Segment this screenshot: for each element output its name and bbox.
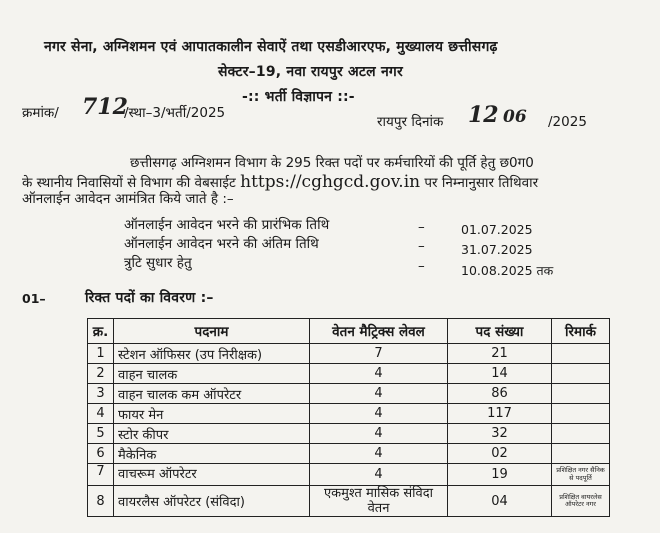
- cell-pay-level: 4: [310, 404, 448, 424]
- col-header-serial: क्र.: [88, 319, 114, 344]
- cell-remark: [552, 444, 610, 464]
- header-line-1: नगर सेना, अग्निशमन एवं आपातकालीन सेवाऐं तथा एसडीआरएफ, मुख्यालय छत्तीसगढ़: [44, 39, 498, 55]
- body-line-1: छत्तीसगढ़ अग्निशमन विभाग के 295 रिक्त पदों पर कर्मचारियों की पूर्ति हेतु छ0ग0: [130, 155, 534, 171]
- cell-serial: 5: [88, 424, 114, 444]
- col-header-post: पदनाम: [114, 319, 310, 344]
- body-line-3: ऑनलाईन आवेदन आमंत्रित किये जाते है :–: [22, 191, 234, 207]
- table-row: [88, 486, 610, 517]
- date-month: 06: [503, 107, 527, 127]
- cell-post-count: 02: [448, 444, 552, 464]
- cell-post-count: 86: [448, 384, 552, 404]
- table-row: [88, 384, 610, 404]
- reference-prefix: क्रमांक/: [22, 105, 59, 121]
- body-line-2-pre: के स्थानीय निवासियों से विभाग की वेबसाईट: [22, 175, 236, 191]
- cell-pay-level: 7: [310, 344, 448, 364]
- cell-pay-level: 4: [310, 364, 448, 384]
- cell-pay-level: 4: [310, 464, 448, 486]
- col-header-post-count: पद संख्या: [448, 319, 552, 344]
- table-row: [88, 364, 610, 384]
- cell-serial: 8: [88, 486, 114, 517]
- cell-post: फायर मेन: [114, 404, 310, 424]
- reference-number: 712: [82, 94, 128, 120]
- cell-serial: 2: [88, 364, 114, 384]
- date-row-dash: –: [418, 238, 425, 254]
- cell-remark: [552, 404, 610, 424]
- table-row: [88, 344, 610, 364]
- cell-post-count: 04: [448, 486, 552, 517]
- cell-post: वायरलैस ऑपरेटर (संविदा): [114, 486, 310, 517]
- cell-post-count: 19: [448, 464, 552, 486]
- col-header-pay-level: वेतन मैट्रिक्स लेवल: [310, 319, 448, 344]
- cell-remark: [552, 384, 610, 404]
- table-row: [88, 444, 610, 464]
- date-day: 12: [468, 102, 499, 128]
- table-header-row: [88, 319, 610, 344]
- cell-post-count: 21: [448, 344, 552, 364]
- cell-remark: प्रशिक्षित वायरलेस ऑपरेटर नगर: [552, 486, 610, 517]
- cell-serial: 4: [88, 404, 114, 424]
- date-row-label: ऑनलाईन आवेदन भरने की प्रारंभिक तिथि: [124, 217, 330, 233]
- header-line-2: सेक्टर–19, नवा रायपुर अटल नगर: [218, 64, 403, 80]
- cell-post: मैकेनिक: [114, 444, 310, 464]
- date-year: /2025: [548, 114, 587, 130]
- col-header-remark: रिमार्क: [552, 319, 610, 344]
- cell-pay-level: एकमुश्त मासिक संविदा वेतन: [310, 486, 448, 517]
- cell-remark: प्रशिक्षित नगर सैनिक से पदपूर्ति: [552, 464, 610, 486]
- website-link[interactable]: https://cghgcd.gov.in: [240, 172, 421, 192]
- date-label: रायपुर दिनांक: [377, 114, 444, 130]
- vacancy-table: [87, 318, 610, 517]
- date-row-dash: –: [418, 258, 425, 274]
- cell-serial: 6: [88, 444, 114, 464]
- cell-pay-level: 4: [310, 384, 448, 404]
- cell-post: वाहन चालक कम ऑपरेटर: [114, 384, 310, 404]
- date-row-label: ऑनलाईन आवेदन भरने की अंतिम तिथि: [124, 236, 319, 252]
- cell-serial: 7: [88, 464, 114, 486]
- date-row-value: 10.08.2025 तक: [461, 263, 554, 278]
- cell-post-count: 32: [448, 424, 552, 444]
- notice-title: -:: भर्ती विज्ञापन ::-: [242, 89, 355, 105]
- table-row: [88, 424, 610, 444]
- cell-remark: [552, 364, 610, 384]
- cell-post-count: 117: [448, 404, 552, 424]
- table-row: [88, 404, 610, 424]
- table-row: [88, 464, 610, 486]
- cell-remark: [552, 424, 610, 444]
- date-row-dash: –: [418, 219, 425, 235]
- cell-post: स्टोर कीपर: [114, 424, 310, 444]
- section-title: रिक्त पदों का विवरण :–: [85, 290, 214, 306]
- cell-post: स्टेशन ऑफिसर (उप निरीक्षक): [114, 344, 310, 364]
- cell-post: वाचरूम ऑपरेटर: [114, 464, 310, 486]
- date-row-label: त्रुटि सुधार हेतु: [124, 255, 192, 271]
- cell-serial: 1: [88, 344, 114, 364]
- body-line-2-post: पर निम्नानुसार तिथिवार: [424, 175, 539, 191]
- cell-pay-level: 4: [310, 424, 448, 444]
- cell-remark: [552, 344, 610, 364]
- date-row-value: 31.07.2025: [461, 242, 533, 257]
- cell-post: वाहन चालक: [114, 364, 310, 384]
- cell-post-count: 14: [448, 364, 552, 384]
- date-row-value: 01.07.2025: [461, 222, 533, 237]
- cell-serial: 3: [88, 384, 114, 404]
- reference-suffix: /स्था–3/भर्ती/2025: [124, 105, 226, 121]
- cell-pay-level: 4: [310, 444, 448, 464]
- section-number: 01–: [22, 291, 46, 306]
